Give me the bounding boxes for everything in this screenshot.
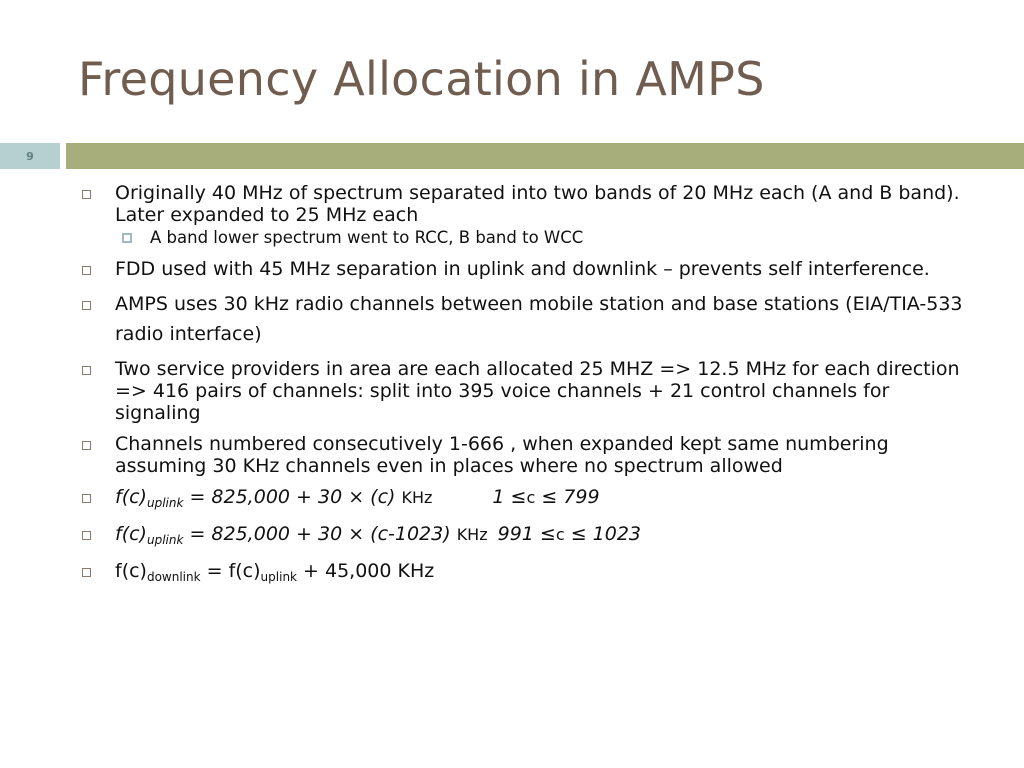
formula-2-le-1: ≤ [539,523,556,545]
bullet-spectrum-text: Originally 40 MHz of spectrum separated into two bands of 20 MHz each (A and B band). Later expanded to 25 MHz each [115,182,960,226]
slide-number: 9 [26,149,34,163]
sub-bullet-bands: A band lower spectrum went to RCC, B band to WCC [80,227,970,249]
header-divider-band [66,143,1024,169]
formula-2-range-low: 991 [497,523,540,545]
formula-3-rhs: + 45,000 KHz [297,560,435,582]
slide-title: Frequency Allocation in AMPS [78,52,765,106]
formula-1-unit: KHz [401,488,433,507]
formula-2-expr: = 825,000 + 30 × (c-1023) [183,523,457,545]
formula-1-lhs: f(c) [115,486,147,508]
formula-2-lhs-sub: uplink [146,533,184,547]
bullet-numbering: Channels numbered consecutively 1-666 , when expanded kept same numbering assuming 30 KHz channels even in places where no spectrum allowed [80,433,970,477]
formula-1-lhs-sub: uplink [146,496,184,510]
bullet-channels: AMPS uses 30 kHz radio channels between mobile station and base stations (EIA/TIA-533 radio interface) [80,289,970,349]
formula-downlink [80,560,970,588]
formula-1-le-1: ≤ [510,486,527,508]
formula-3-lhs-sub: downlink [146,570,201,584]
formula-1-le-2: ≤ [541,486,558,508]
bullet-fdd: FDD used with 45 MHz separation in uplink and downlink – prevents self interference. [80,258,970,280]
formula-2-var: c [555,525,565,544]
bullet-list [80,182,970,597]
formula-3-mid: = f(c) [200,560,261,582]
formula-uplink-2 [80,523,970,551]
formula-1-range-low: 1 [492,486,511,508]
formula-2-unit: KHz [456,525,488,544]
formula-3-lhs: f(c) [115,560,147,582]
formula-3-mid-sub: uplink [260,570,297,584]
formula-uplink-1 [80,486,970,514]
formula-2-lhs: f(c) [115,523,147,545]
sub-bullet-list [80,227,970,249]
formula-1-expr: = 825,000 + 30 × (c) [183,486,402,508]
formula-2-le-2: ≤ [570,523,587,545]
bullet-providers: Two service providers in area are each allocated 25 MHZ => 12.5 MHz for each direction => 416 pairs of channels: split into 395 voice channels + 21 control channels for signaling [80,358,970,424]
bullet-spectrum [80,182,970,249]
formula-1-var: c [526,488,536,507]
formula-1-range-high: 799 [557,486,600,508]
formula-2-range-high: 1023 [586,523,642,545]
